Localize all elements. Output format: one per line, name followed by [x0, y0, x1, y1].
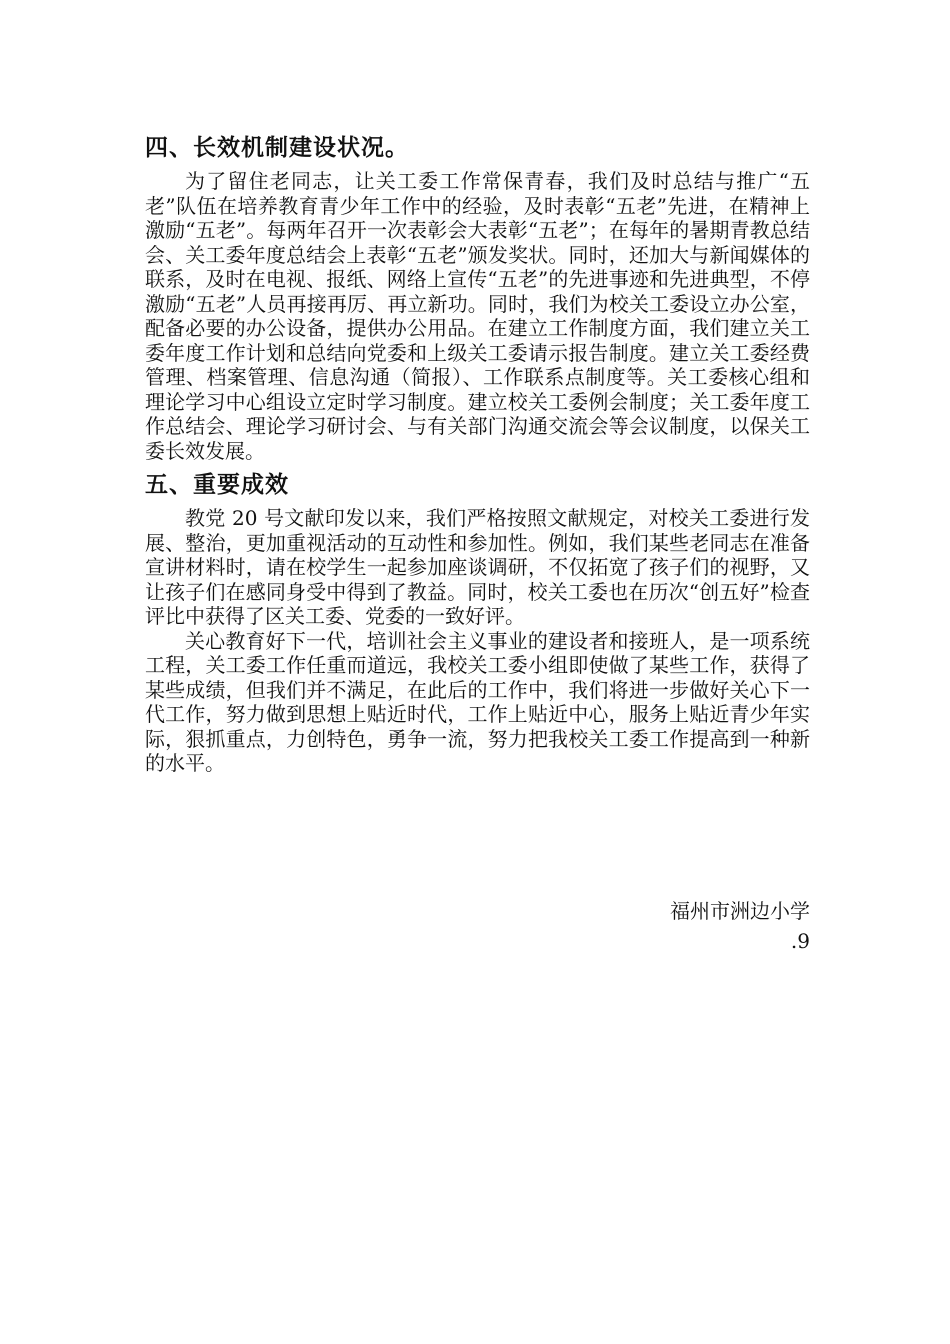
signature-date: .9 [790, 929, 810, 953]
section-heading-mechanism: 四、长效机制建设状况。 [145, 135, 409, 161]
document-body [145, 128, 810, 776]
section-paragraph-results-2: 关心教育好下一代，培训社会主义事业的建设者和接班人，是一项系统工程，关工委工作任重而道远，我校关工委小组即使做了某些工作，获得了某些成绩，但我们并不满足，在此后的工作中，我们将进一步做好关心下一代工作，努力做到思想上贴近时代，工作上贴近中心，服务上贴近青少年实际，狠抓重点，力创特色，勇争一流，努力把我校关工委工作提高到一种新的水平。 [145, 628, 810, 775]
signature-block [670, 896, 810, 956]
section-paragraph-results-1: 教党 20 号文献印发以来，我们严格按照文献规定，对校关工委进行发展、整治，更加重视活动的互动性和参加性。例如，我们某些老同志在准备宣讲材料时，请在校学生一起参加座谈调研，不仅拓宽了孩子们的视野，又让孩子们在感同身受中得到了教益。同时，校关工委也在历次“创五好”检查评比中获得了区关工委、党委的一致好评。 [145, 506, 810, 628]
section-paragraph-mechanism: 为了留住老同志，让关工委工作常保青春，我们及时总结与推广“五老”队伍在培养教育青少年工作中的经验，及时表彰“五老”先进，在精神上激励“五老”。每两年召开一次表彰会大表彰“五老”；在每年的暑期青教总结会、关工委年度总结会上表彰“五老”颁发奖状。同时，还加大与新闻媒体的联系，及时在电视、报纸、网络上宣传“五老”的先进事迹和先进典型，不停激励“五老”人员再接再厉、再立新功。同时，我们为校关工委设立办公室，配备必要的办公设备，提供办公用品。在建立工作制度方面，我们建立关工委年度工作计划和总结向党委和上级关工委请示报告制度。建立关工委经费管理、档案管理、信息沟通（简报）、工作联系点制度等。关工委核心组和理论学习中心组设立定时学习制度。建立校关工委例会制度；关工委年度工作总结会、理论学习研讨会、与有关部门沟通交流会等会议制度，以保关工委长效发展。 [145, 169, 810, 463]
signature-organization: 福州市洲边小学 [670, 899, 810, 923]
section-heading-results: 五、重要成效 [145, 472, 289, 498]
